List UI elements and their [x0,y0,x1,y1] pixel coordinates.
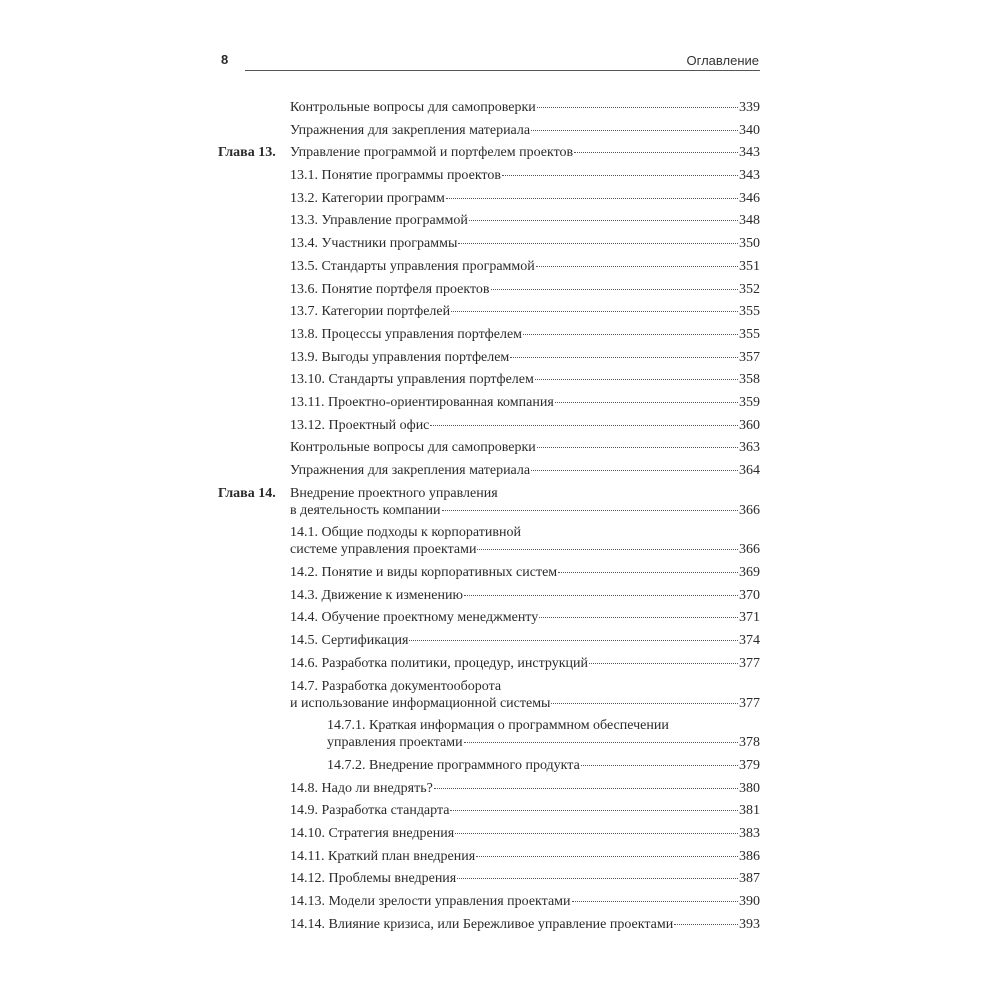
page-reference: 355 [739,326,760,342]
page-reference: 355 [739,304,760,320]
dot-leader [434,788,738,789]
toc-entry [218,564,760,581]
page-reference: 339 [739,100,760,115]
dot-leader [581,765,738,766]
toc-entry [218,303,760,320]
toc-entry [218,190,760,207]
entry-title: 13.2. Категории программ [290,190,445,206]
toc-entry [218,609,760,626]
toc-entry [218,462,760,479]
dot-leader [477,549,738,550]
dot-leader [464,595,738,596]
toc-entry [218,524,760,558]
toc-entry [218,655,760,672]
entry-title: 13.5. Стандарты управления программой [290,258,535,274]
entry-title: 14.11. Краткий план внедрения [290,848,476,864]
toc-entry [218,780,760,797]
page-reference: 380 [739,780,760,796]
toc-entry [218,281,760,298]
dot-leader [523,334,738,335]
page-reference: 377 [739,655,760,671]
dot-leader [510,357,738,358]
entry-title: 14.6. Разработка политики, процедур, инструкций [290,655,589,671]
page-reference: 377 [739,695,760,711]
toc-entry [218,632,760,649]
toc-entry [218,167,760,184]
entry-title: 13.6. Понятие портфеля проектов [290,281,490,297]
dot-leader [558,572,738,573]
toc-entry [218,757,760,774]
page-reference: 343 [739,168,760,184]
toc-entry [218,371,760,388]
dot-leader [442,510,738,511]
page-reference: 346 [739,190,760,206]
page-reference: 371 [739,610,760,626]
entry-title: 14.7. Разработка документооборота [290,678,502,694]
chapter-label: Глава 13. [218,145,276,161]
page-reference: 381 [739,803,760,819]
entry-title: 14.7.1. Краткая информация о программном обеспечении [327,718,669,734]
toc-entry [218,439,760,456]
dot-leader [531,130,738,131]
toc-entry [218,99,760,116]
entry-title: 14.14. Влияние кризиса, или Бережливое управление проектами [290,916,674,932]
dot-leader [531,470,738,471]
dot-leader [469,220,738,221]
entry-title: Управление программой и портфелем проектов [290,145,574,161]
page-reference: 348 [739,213,760,229]
page-reference: 366 [739,502,760,518]
page-reference: 358 [739,372,760,388]
page-reference: 387 [739,871,760,887]
entry-title: 14.13. Модели зрелости управления проектами [290,894,571,909]
dot-leader [539,617,738,618]
toc-entry [218,212,760,229]
entry-title: в деятельность компании [290,502,441,518]
page-reference: 370 [739,587,760,603]
dot-leader [502,175,738,176]
dot-leader [537,107,738,108]
toc-entry [218,825,760,842]
dot-leader [551,703,738,704]
toc-entry [218,349,760,366]
entry-title: 14.4. Обучение проектному менеджменту [290,610,539,626]
page-reference: 352 [739,281,760,297]
dot-leader [450,810,738,811]
page-reference: 374 [739,633,760,649]
dot-leader [464,742,738,743]
entry-title: Упражнения для закрепления материала [290,463,531,478]
dot-leader [458,243,738,244]
toc-entry [218,802,760,819]
table-of-contents [218,99,760,938]
page-reference: 369 [739,565,760,581]
entry-title: системе управления проектами [290,542,477,558]
entry-title: и использование информационной системы [290,695,551,711]
toc-entry [218,587,760,604]
page-reference: 383 [739,825,760,841]
toc-entry [218,258,760,275]
toc-entry [218,848,760,865]
entry-title: 14.12. Проблемы внедрения [290,871,457,887]
dot-leader [537,447,738,448]
dot-leader [457,878,738,879]
dot-leader [572,901,738,902]
page-reference: 351 [739,258,760,274]
page-reference: 340 [739,122,760,138]
page-reference: 378 [739,735,760,751]
header-rule [245,70,760,71]
toc-entry [218,235,760,252]
toc-entry [218,893,760,910]
page-reference: 386 [739,848,760,864]
entry-title: Упражнения для закрепления материала [290,122,531,138]
toc-entry [218,678,760,712]
page-reference: 364 [739,463,760,478]
entry-title: 14.2. Понятие и виды корпоративных систем [290,565,558,581]
dot-leader [409,640,738,641]
dot-leader [574,152,738,153]
dot-leader [589,663,738,664]
entry-title: 14.9. Разработка стандарта [290,803,450,819]
dot-leader [430,425,738,426]
entry-title: 13.12. Проектный офис [290,417,430,433]
entry-title: 13.9. Выгоды управления портфелем [290,349,510,365]
entry-title: 13.4. Участники программы [290,236,458,252]
page-reference: 360 [739,417,760,433]
toc-entry [218,326,760,343]
page-reference: 343 [739,145,760,161]
page-reference: 363 [739,440,760,456]
toc-entry [218,870,760,887]
page-reference: 350 [739,236,760,252]
dot-leader [476,856,738,857]
entry-title: 14.7.2. Внедрение программного продукта [327,757,580,773]
dot-leader [674,924,738,925]
entry-title: 14.1. Общие подходы к корпоративной [290,525,521,541]
toc-entry [218,394,760,411]
dot-leader [555,402,738,403]
page-reference: 393 [739,916,760,932]
entry-title: 13.3. Управление программой [290,213,468,229]
dot-leader [451,311,738,312]
toc-entry [218,417,760,434]
page-number: 8 [221,52,229,67]
page-reference: 390 [739,894,760,909]
entry-title: Контрольные вопросы для самопроверки [290,100,536,115]
entry-title: 13.1. Понятие программы проектов [290,168,501,184]
page-reference: 359 [739,394,760,410]
entry-title: 14.3. Движение к изменению [290,587,463,603]
entry-title: 13.11. Проектно-ориентированная компания [290,394,554,410]
chapter-label: Глава 14. [218,485,276,501]
entry-title: 14.5. Сертификация [290,633,409,649]
entry-title: управления проектами [327,735,463,751]
dot-leader [535,379,738,380]
running-title: Оглавление [686,53,759,68]
entry-title: 14.8. Надо ли внедрять? [290,780,433,796]
page-reference: 379 [739,757,760,773]
dot-leader [446,198,738,199]
entry-title: 14.10. Стратегия внедрения [290,825,455,841]
entry-title: Внедрение проектного управления [290,485,498,501]
entry-title: 13.8. Процессы управления портфелем [290,326,523,342]
dot-leader [491,289,738,290]
toc-chapter-entry [218,144,760,161]
dot-leader [455,833,738,834]
entry-title: 13.10. Стандарты управления портфелем [290,372,534,388]
toc-chapter-entry [218,485,760,519]
dot-leader [536,266,738,267]
entry-title: 13.7. Категории портфелей [290,304,451,320]
toc-entry [218,916,760,933]
toc-entry [218,717,760,751]
page-reference: 357 [739,349,760,365]
page-reference: 366 [739,542,760,558]
toc-entry [218,122,760,139]
entry-title: Контрольные вопросы для самопроверки [290,440,536,456]
